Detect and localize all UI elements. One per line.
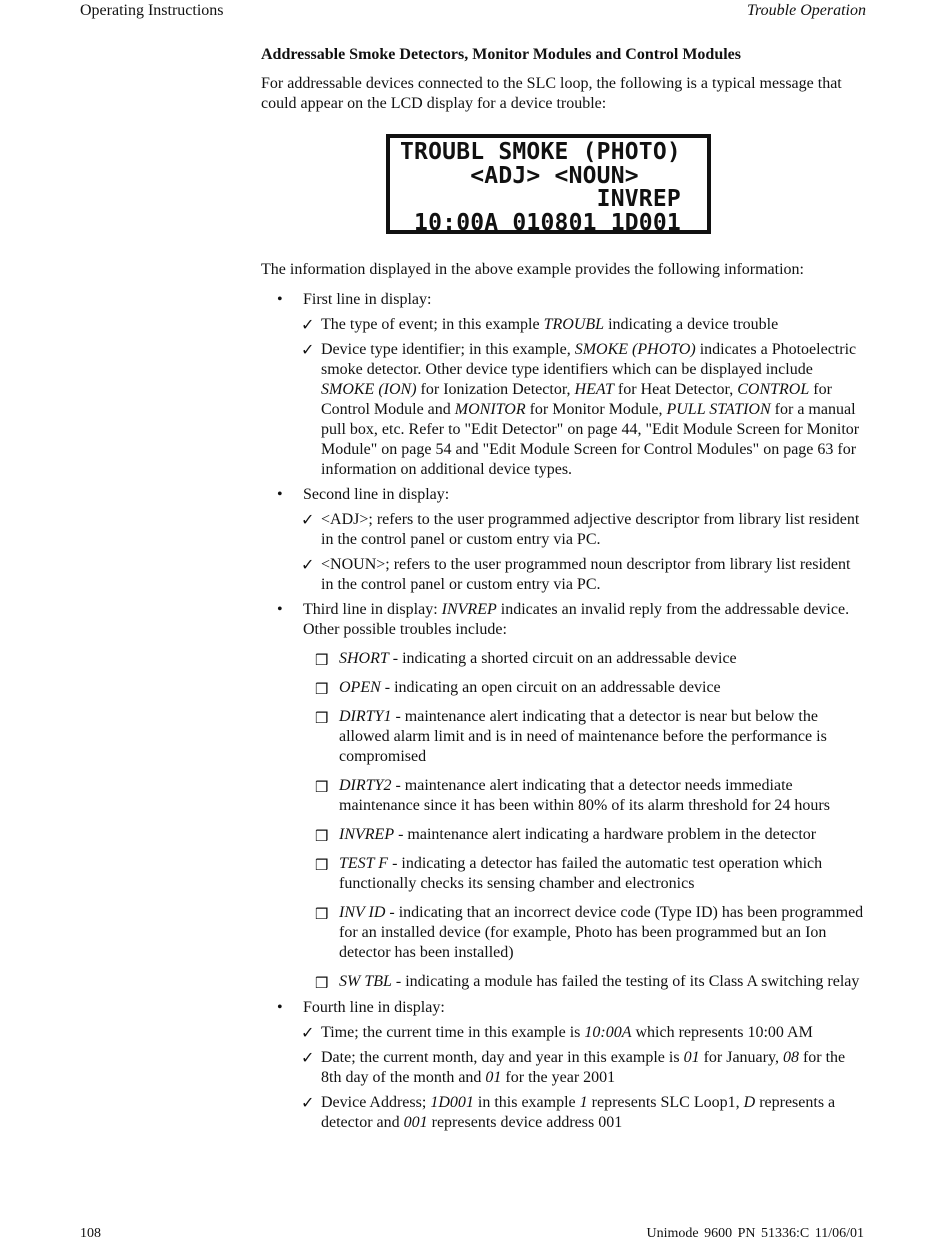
trouble-desc: - indicating a shorted circuit on an addressable device — [388, 650, 737, 667]
bullet-icon: • — [277, 291, 283, 308]
text: for Ionization Detector, — [416, 381, 575, 398]
checkbox-icon: ❒ — [315, 856, 329, 874]
document-id: Unimode 9600 PN 51336:C 11/06/01 — [646, 1226, 864, 1241]
term: SMOKE (PHOTO) — [574, 341, 696, 358]
trouble-desc: - indicating a module has failed the testing of its Class A switching relay — [391, 973, 860, 990]
checkmark-icon: ✓ — [301, 340, 315, 359]
checkbox-icon: ❒ — [315, 974, 329, 992]
section-title: Addressable Smoke Detectors, Monitor Modules and Control Modules — [261, 46, 741, 63]
trouble-name: INVREP — [339, 826, 395, 843]
trouble-name: TEST F — [339, 855, 389, 872]
checkbox-icon: ❒ — [315, 709, 329, 727]
bullet-icon: • — [277, 486, 283, 503]
trouble-desc: - maintenance alert indicating a hardware problem in the detector — [394, 826, 817, 843]
text: for January, — [699, 1049, 783, 1066]
trouble-item — [261, 854, 866, 894]
text: in this example — [473, 1094, 580, 1111]
text: Date; the current month, day and year in this example is — [321, 1049, 684, 1066]
bullet-label: Fourth line in display: — [303, 999, 445, 1016]
text: for the 8th day of the month and — [321, 1049, 846, 1086]
text: for Heat Detector, — [613, 381, 738, 398]
term: 1D001 — [430, 1094, 474, 1111]
checkmark-icon: ✓ — [301, 510, 315, 529]
checkmark-icon: ✓ — [301, 555, 315, 574]
trouble-item — [261, 903, 866, 963]
text: for Monitor Module, — [525, 401, 667, 418]
check-item-address — [261, 1093, 866, 1133]
term: INVREP — [441, 601, 497, 618]
bullet-fourth-line — [261, 998, 866, 1018]
check-item-event-type — [261, 315, 866, 335]
running-header-left: Operating Instructions — [80, 2, 224, 19]
intro-paragraph: For addressable devices connected to the SLC loop, the following is a typical message that could appear on the LCD display for a device trouble: — [261, 75, 842, 112]
trouble-desc: - maintenance alert indicating that a detector needs immediate maintenance since it has been within 80% of its alarm threshold for 24 hours — [339, 777, 830, 814]
checkmark-icon: ✓ — [301, 1023, 315, 1042]
text: Third line in display: — [303, 601, 442, 618]
trouble-name: DIRTY1 — [339, 708, 392, 725]
trouble-item — [261, 649, 866, 669]
term: 001 — [403, 1114, 428, 1131]
text: represents SLC Loop1, — [587, 1094, 744, 1111]
trouble-item — [261, 707, 866, 767]
bullet-third-line — [261, 600, 866, 640]
trouble-name: OPEN — [339, 679, 381, 696]
text: represents a detector and — [321, 1094, 836, 1131]
checkmark-icon: ✓ — [301, 1048, 315, 1067]
term: 10:00A — [584, 1024, 632, 1041]
trouble-desc: - indicating that an incorrect device code (Type ID) has been programmed for an installed device (for example, Photo has been programmed but an Ion detector has been installed) — [339, 904, 864, 961]
checkbox-icon: ❒ — [315, 827, 329, 845]
lcd-line-2: <ADJ> <NOUN> — [400, 162, 639, 189]
term: CONTROL — [737, 381, 810, 398]
bullet-label: First line in display: — [303, 291, 432, 308]
term: 01 — [485, 1069, 502, 1086]
text: The type of event; in this example — [321, 316, 544, 333]
trouble-desc: - indicating an open circuit on an addressable device — [380, 679, 721, 696]
checkbox-icon: ❒ — [315, 651, 329, 669]
term: 1 — [579, 1094, 588, 1111]
trouble-item — [261, 972, 866, 992]
trouble-name: SW TBL — [339, 973, 392, 990]
bullet-second-line — [261, 485, 866, 505]
text: Time; the current time in this example is — [321, 1024, 585, 1041]
checkbox-icon: ❒ — [315, 680, 329, 698]
check-item-date — [261, 1048, 866, 1088]
trouble-name: SHORT — [339, 650, 389, 667]
checkbox-icon: ❒ — [315, 778, 329, 796]
text: <NOUN>; refers to the user programmed noun descriptor from library list resident in the control panel or custom entry via PC. — [321, 556, 851, 593]
checkmark-icon: ✓ — [301, 315, 315, 334]
term: SMOKE (ION) — [321, 381, 417, 398]
trouble-list — [261, 649, 866, 992]
trouble-desc: - indicating a detector has failed the automatic test operation which functionally checks its sensing chamber and electronics — [339, 855, 823, 892]
lcd-line-3: INVREP — [400, 186, 681, 212]
text: indicates an invalid reply from the addressable device. Other possible troubles include: — [303, 601, 850, 638]
page-number: 108 — [80, 1226, 101, 1241]
lcd-line-4: 10:00A 010801 1D001 — [400, 209, 681, 236]
checkmark-icon: ✓ — [301, 1093, 315, 1112]
text: for a manual pull box, etc. Refer to "Edit Detector" on page 44, "Edit Module Screen for Monitor Module" on page 54 and "Edit Module Screen for Control Modules" on page 63 for information on additional device types. — [321, 401, 860, 478]
term: PULL STATION — [666, 401, 771, 418]
text: <ADJ>; refers to the user programmed adjective descriptor from library list resident in the control panel or custom entry via PC. — [321, 511, 860, 548]
text: indicates a Photoelectric smoke detector. Other device type identifiers which can be displayed include — [321, 341, 857, 378]
trouble-name: DIRTY2 — [339, 777, 392, 794]
trouble-desc: - maintenance alert indicating that a detector is near but below the allowed alarm limit and is in need of maintenance before the performance is compromised — [339, 708, 827, 765]
text: for the year 2001 — [501, 1069, 616, 1086]
bullet-first-line — [261, 290, 866, 310]
info-intro: The information displayed in the above example provides the following information: — [261, 261, 804, 278]
bullet-label: Second line in display: — [303, 486, 450, 503]
lcd-display — [386, 134, 711, 234]
text: represents device address 001 — [427, 1114, 623, 1131]
check-item-noun — [261, 555, 866, 595]
trouble-item — [261, 776, 866, 816]
checkbox-icon: ❒ — [315, 905, 329, 923]
term: TROUBL — [543, 316, 605, 333]
trouble-item — [261, 825, 866, 845]
text: which represents 10:00 AM — [631, 1024, 813, 1041]
text: Device Address; — [321, 1094, 431, 1111]
check-item-device-type — [261, 340, 866, 480]
check-item-adj — [261, 510, 866, 550]
term: 08 — [782, 1049, 799, 1066]
text: Device type identifier; in this example, — [321, 341, 575, 358]
term: HEAT — [574, 381, 614, 398]
lcd-line-1: TROUBL SMOKE (PHOTO) — [400, 139, 681, 165]
text: for Control Module and — [321, 381, 832, 418]
term: 01 — [683, 1049, 700, 1066]
check-item-time — [261, 1023, 866, 1043]
term: D — [743, 1094, 756, 1111]
page-body — [261, 45, 866, 1138]
bullet-icon: • — [277, 999, 283, 1016]
trouble-name: INV ID — [339, 904, 386, 921]
term: MONITOR — [454, 401, 526, 418]
text: indicating a device trouble — [604, 316, 779, 333]
running-header-right: Trouble Operation — [747, 2, 866, 19]
bullet-icon: • — [277, 601, 283, 618]
trouble-item — [261, 678, 866, 698]
